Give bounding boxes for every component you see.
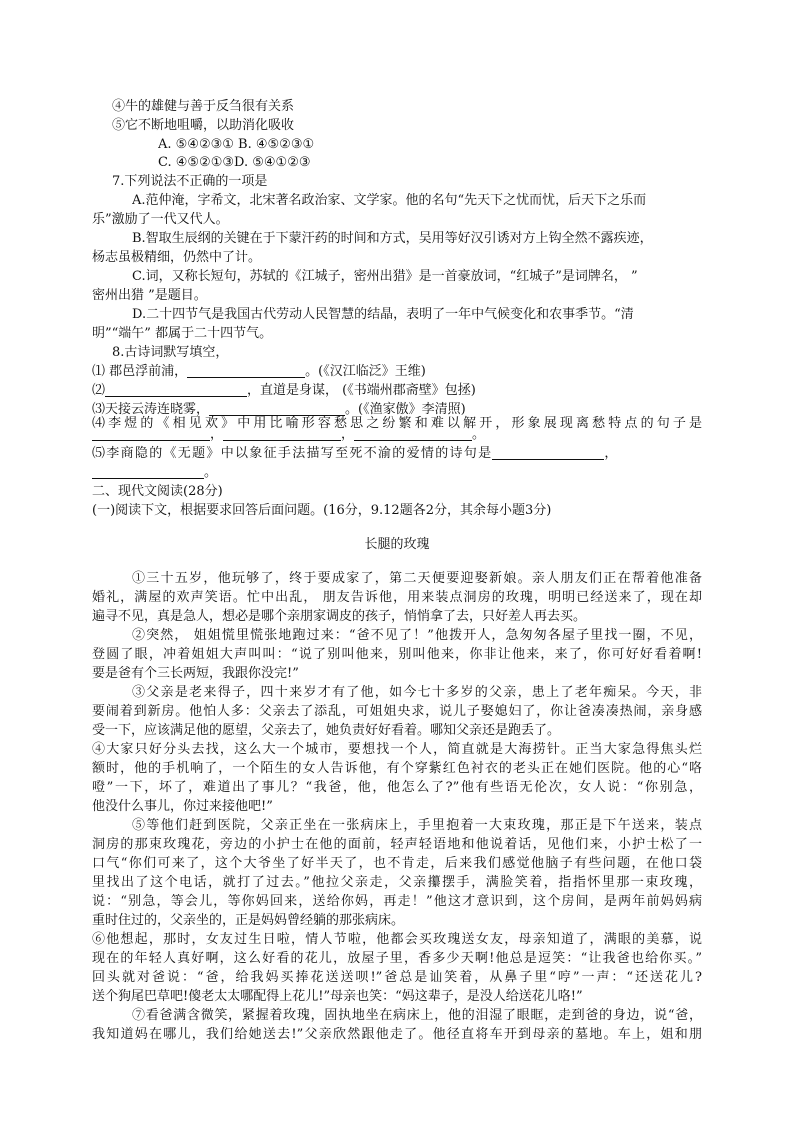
q7-stem: 7.下列说法不正确的一项是 xyxy=(112,174,268,189)
essay-line: 洞房的那束玫瑰花，旁边的小护士在他的面前，轻声轻语地和他说着话，见他们来，小护士松了一 xyxy=(92,837,702,852)
essay-line: ③父亲是老来得子，四十来岁才有了他，如今七十多岁的父亲，患上了老年痴呆。今天，非 xyxy=(132,685,702,700)
q8-stem: 8.古诗词默写填空， xyxy=(112,345,229,360)
q7-option-c-line1: C.词，又称长短句，苏轼的《江城子，密州出猎》是一首豪放词，“红城子”是词牌名， ” xyxy=(132,269,638,284)
essay-line: 要闹着到新房。他怕人多：父亲去了添乱，可姐姐央求，说儿子娶媳妇了，你让爸凑凑热闹，亲身感 xyxy=(92,704,702,719)
q7-option-b-line1: B.智取生辰纲的关键在于下蒙汗药的时间和方式，吴用等好汉引诱对方上钩全然不露疾迹， xyxy=(132,231,653,246)
essay-line: 回头就对爸说：“爸，给我妈买捧花送送呗!”爸总是讪笑着，从鼻子里“哼”一声：“还送花儿? xyxy=(92,970,702,985)
q8-line-4-answers xyxy=(92,425,702,444)
essay-line: 额时，他的手机响了，一个陌生的女人告诉他，有个穿紫红色衬衣的老头正在她们医院。他的心“咯 xyxy=(92,761,702,776)
q8-line-5-answers xyxy=(92,463,702,482)
essay-line: ②突然， 姐姐慌里慌张地跑过来：“爸不见了！”他拨开人，急匆匆各屋子里找一圈，不见， xyxy=(132,628,702,643)
q8-line-3-suffix: 。(《渔家傲》李清照) xyxy=(345,402,466,417)
essay-line: 口气“你们可来了，这个大爷坐了好半天了，也不肯走，后来我们感觉他脑子有些问题，在他口袋 xyxy=(92,856,702,871)
separator-comma: ， xyxy=(341,427,355,442)
essay-line: 遍寻不见，真是急人，想必是哪个亲朋家调皮的孩子，悄悄拿了去，只好差人再去买。 xyxy=(92,609,587,624)
essay-line: 他没什么事儿，你过来接他吧!” xyxy=(92,799,273,814)
essay-line: 登圆了眼，冲着姐姐大声叫叫：“说了别叫他来，别叫他来，你非让他来，来了，你可好好看着啊! xyxy=(92,647,702,662)
q6-choices-cd: C. ④⑤②①③D. ⑤④①②③ xyxy=(158,155,311,170)
q6-option-5: ⑤它不断地咀嚼，以助消化吸收 xyxy=(112,118,295,133)
essay-line: 送个狗尾巴草吧!傻老太太哪配得上花儿!”母亲也笑：“妈这辈子，是没人给送花儿咯!” xyxy=(92,989,583,1004)
essay-line: ①三十五岁，他玩够了，终于要成家了，第二天便要迎娶新娘。亲人朋友们正在帮着他准备 xyxy=(132,571,702,586)
essay-line: 说：“别急，等会儿，等你妈回来，送给你妈，再走！”他这才意识到，这个房间，是两年前妈妈病 xyxy=(92,894,702,909)
section-heading: 二、现代文阅读(28分) xyxy=(92,484,223,499)
q8-line-4: ⑷李煜的《相见欢》中用比喻形容愁思之纷繁和难以解开，形象展现离愁特点的句子是 xyxy=(92,416,702,431)
q8-line-2 xyxy=(92,381,702,400)
separator-period: 。 xyxy=(472,427,486,442)
essay-line: 重时住过的，父亲坐的，正是妈妈曾经躺的那张病床。 xyxy=(92,913,405,928)
answer-blank[interactable] xyxy=(92,464,204,479)
answer-blank[interactable] xyxy=(492,445,604,460)
q8-line-5-text: ⑸李商隐的《无题》中以象征手法描写至死不渝的爱情的诗句是 xyxy=(92,446,493,461)
essay-line: 婚礼，满屋的欢声笑语。忙中出乱， 朋友告诉他，用来装点洞房的玫瑰，明明已经送来了，现在却 xyxy=(92,590,702,605)
essay-line: ⑥他想起，那时，女友过生日啦，情人节啦，他都会买玫瑰送女友，母亲知道了，满眼的美慕，说 xyxy=(92,932,702,947)
essay-line: 我知道妈在哪儿，我们给她送去!”父亲欣然跟他走了。他径直将车开到母亲的墓地。车上，姐和朋 xyxy=(92,1027,702,1042)
q7-option-c-line2: 密州出猎 ”是题目。 xyxy=(92,288,207,303)
q7-option-a-line2: 乐”激励了一代又代人。 xyxy=(92,212,229,227)
separator-period: 。 xyxy=(204,465,218,480)
answer-blank[interactable] xyxy=(92,426,210,441)
q8-line-1-prefix: ⑴ 郡邑浮前浦， xyxy=(92,364,188,379)
q6-option-4: ④牛的雄健与善于反刍很有关系 xyxy=(112,99,295,114)
q8-line-5 xyxy=(92,444,702,463)
q8-line-2-prefix: ⑵ xyxy=(92,383,106,398)
answer-blank[interactable] xyxy=(354,426,472,441)
essay-line: 噔”一下，坏了，难道出了事儿？“我爸，他，他怎么了?”他有些语无伦次，女人说：“你别急， xyxy=(92,780,702,795)
essay-line: ⑤等他们赶到医院，父亲正坐在一张病床上，手里抱着一大束玫瑰，那正是下午送来，装点 xyxy=(132,818,702,833)
section-subheading: (一)阅读下文，根据要求回答后面问题。(16分，9.12题各2分，其余每小题3分) xyxy=(92,503,552,518)
q7-option-d-line1: D.二十四节气是我国古代劳动人民智慧的结晶，表明了一年中气候变化和农事季节。“清 xyxy=(132,307,634,322)
q7-option-b-line2: 杨志虽极精细，仍然中了计。 xyxy=(92,250,262,265)
essay-line: 要是爸有个三长两短，我跟你没完!” xyxy=(92,666,299,681)
q7-option-a-line1: A.范仲淹，字希文，北宋著名政治家、文学家。他的名句“先天下之忧而忧，后天下之乐而 xyxy=(132,193,647,208)
essay-line: 受一下，应该满足他的愿望，父亲去了，她负责好好看着。哪知父亲还是跑丢了。 xyxy=(92,723,561,738)
q8-line-3-prefix: ⑶天接云涛连晓雾， xyxy=(92,402,210,417)
essay-line: 现在的年轻人真好啊，这么好看的花儿，放屋子里，香多少天啊!他总是逗笑：“让我爸也给你买。” xyxy=(92,951,702,966)
essay-line: ⑦看爸满含微笑，紧握着玫瑰，固执地坐在病床上，他的泪湿了眼眶，走到爸的身边，说“爸， xyxy=(132,1008,702,1023)
q8-line-2-suffix: ，直道是身谋， (《书端州郡斋壁》包拯) xyxy=(247,383,476,398)
separator-comma: ， xyxy=(210,427,224,442)
q6-choices-ab: A. ⑤④②③① B. ④⑤②③① xyxy=(158,137,315,152)
q8-line-1-suffix: 。(《汉江临泛》王维) xyxy=(305,364,426,379)
answer-blank[interactable] xyxy=(223,426,341,441)
essay-title: 长腿的玫瑰 xyxy=(364,537,430,552)
q8-line-1 xyxy=(92,362,702,381)
q7-option-d-line2: 明”“端午” 都属于二十四节气。 xyxy=(92,326,273,341)
answer-blank[interactable] xyxy=(187,363,305,378)
essay-line: 里找出了这个电话，就打了过去。”他拉父亲走，父亲攥摆手，满脸笑着，指指怀里那一束玫瑰， xyxy=(92,875,702,890)
answer-blank[interactable] xyxy=(105,382,247,397)
separator-comma: ， xyxy=(604,446,618,461)
essay-line: ④大家只好分头去找，这么大一个城市，要想找一个人，简直就是大海捞针。正当大家急得焦头烂 xyxy=(92,742,702,757)
